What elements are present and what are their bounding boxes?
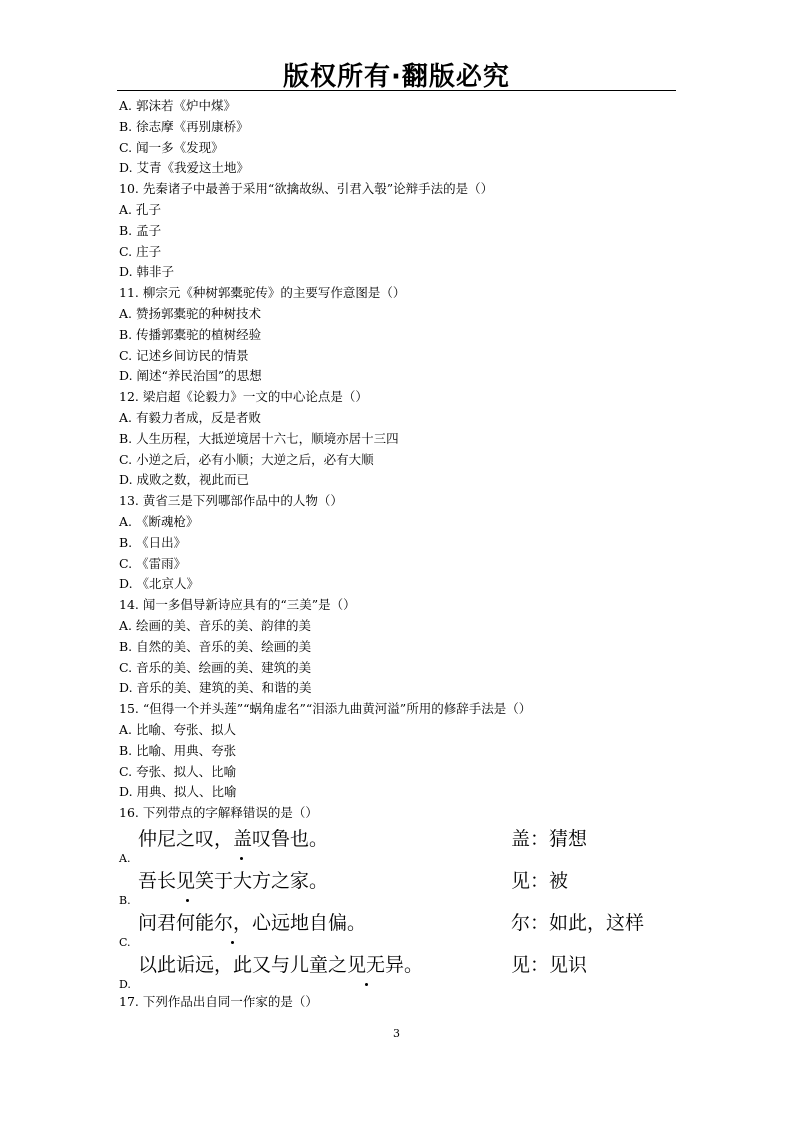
text-line: D. 《北京人》 bbox=[119, 576, 200, 592]
option-letter: B. bbox=[119, 893, 131, 907]
emphasis-dot bbox=[240, 857, 243, 860]
question-11: 11. 柳宗元《种树郭橐驼传》的主要写作意图是（） bbox=[119, 285, 406, 301]
text-line: C. 闻一多《发现》 bbox=[119, 139, 224, 155]
question-15: 15. “但得一个并头莲”“蜗角虚名”“泪添九曲黄河溢”所用的修辞手法是（） bbox=[119, 701, 532, 717]
text-line: B. 人生历程，大抵逆境居十六七，顺境亦居十三四 bbox=[119, 430, 399, 446]
text-line: B. 比喻、用典、夸张 bbox=[119, 742, 237, 758]
option-sentence: 仲尼之叹，盖叹鲁也。 bbox=[138, 827, 329, 850]
text-line: A. 赞扬郭橐驼的种树技术 bbox=[119, 305, 261, 321]
text-line: A. 孔子 bbox=[119, 201, 161, 217]
text-line: B. 传播郭橐驼的植树经验 bbox=[119, 326, 262, 342]
text-line: B. 自然的美、音乐的美、绘画的美 bbox=[119, 638, 312, 654]
option-gloss: 盖：猜想 bbox=[511, 827, 588, 850]
text-line: B. 《日出》 bbox=[119, 534, 187, 550]
option-gloss: 见：见识 bbox=[511, 953, 588, 976]
page-number: 3 bbox=[393, 1027, 400, 1040]
text-line: B. 徐志摩《再别康桥》 bbox=[119, 118, 249, 134]
option-sentence: 问君何能尔，心远地自偏。 bbox=[138, 911, 367, 934]
text-line: C. 《雷雨》 bbox=[119, 555, 187, 571]
q16-option-d bbox=[119, 950, 679, 992]
text-line: B. 孟子 bbox=[119, 222, 162, 238]
header-divider bbox=[117, 90, 676, 91]
emphasis-dot bbox=[186, 899, 189, 902]
text-line: A. 绘画的美、音乐的美、韵律的美 bbox=[119, 617, 311, 633]
question-14: 14. 闻一多倡导新诗应具有的“三美”是（） bbox=[119, 597, 356, 613]
text-line: C. 音乐的美、绘画的美、建筑的美 bbox=[119, 659, 312, 675]
text-line: D. 艾青《我爱这土地》 bbox=[119, 160, 250, 176]
option-letter: C. bbox=[119, 935, 131, 949]
text-line: D. 用典、拟人、比喻 bbox=[119, 784, 237, 800]
option-letter: A. bbox=[119, 851, 131, 865]
text-line: A. 有毅力者成，反是者败 bbox=[119, 409, 261, 425]
text-line: A. 比喻、夸张、拟人 bbox=[119, 721, 236, 737]
question-17: 17. 下列作品出自同一作家的是（） bbox=[119, 993, 318, 1009]
option-sentence: 以此诟远，此又与儿童之见无异。 bbox=[138, 953, 424, 976]
question-16: 16. 下列带点的字解释错误的是（） bbox=[119, 805, 318, 821]
document-body bbox=[119, 96, 679, 1013]
option-sentence: 吾长见笑于大方之家。 bbox=[138, 869, 329, 892]
q16-option-b bbox=[119, 866, 679, 908]
option-gloss: 见：被 bbox=[511, 869, 569, 892]
text-line: C. 记述乡间访民的情景 bbox=[119, 347, 249, 363]
question-10: 10. 先秦诸子中最善于采用“欲擒故纵、引君入彀”论辩手法的是（） bbox=[119, 181, 494, 197]
q16-option-a bbox=[119, 824, 679, 866]
option-gloss: 尔：如此，这样 bbox=[511, 911, 645, 934]
emphasis-dot bbox=[231, 941, 234, 944]
text-line: A. 郭沫若《炉中煤》 bbox=[119, 98, 236, 113]
text-line: D. 成败之数，视此而已 bbox=[119, 472, 250, 488]
text-line: D. 音乐的美、建筑的美、和谐的美 bbox=[119, 680, 312, 696]
text-line: C. 庄子 bbox=[119, 243, 162, 259]
option-letter: D. bbox=[119, 977, 131, 991]
text-line: C. 夸张、拟人、比喻 bbox=[119, 763, 237, 779]
emphasis-dot bbox=[365, 983, 368, 986]
text-line: D. 韩非子 bbox=[119, 264, 175, 280]
q16-option-c bbox=[119, 908, 679, 950]
question-12: 12. 梁启超《论毅力》一文的中心论点是（） bbox=[119, 389, 368, 405]
text-line: A. 《断魂枪》 bbox=[119, 513, 199, 529]
question-13: 13. 黄省三是下列哪部作品中的人物（） bbox=[119, 493, 343, 509]
page-header-title: 版权所有·翻版必究 bbox=[283, 62, 510, 92]
text-line: D. 阐述“养民治国”的思想 bbox=[119, 368, 262, 384]
text-line: C. 小逆之后，必有小顺；大逆之后，必有大顺 bbox=[119, 451, 374, 467]
